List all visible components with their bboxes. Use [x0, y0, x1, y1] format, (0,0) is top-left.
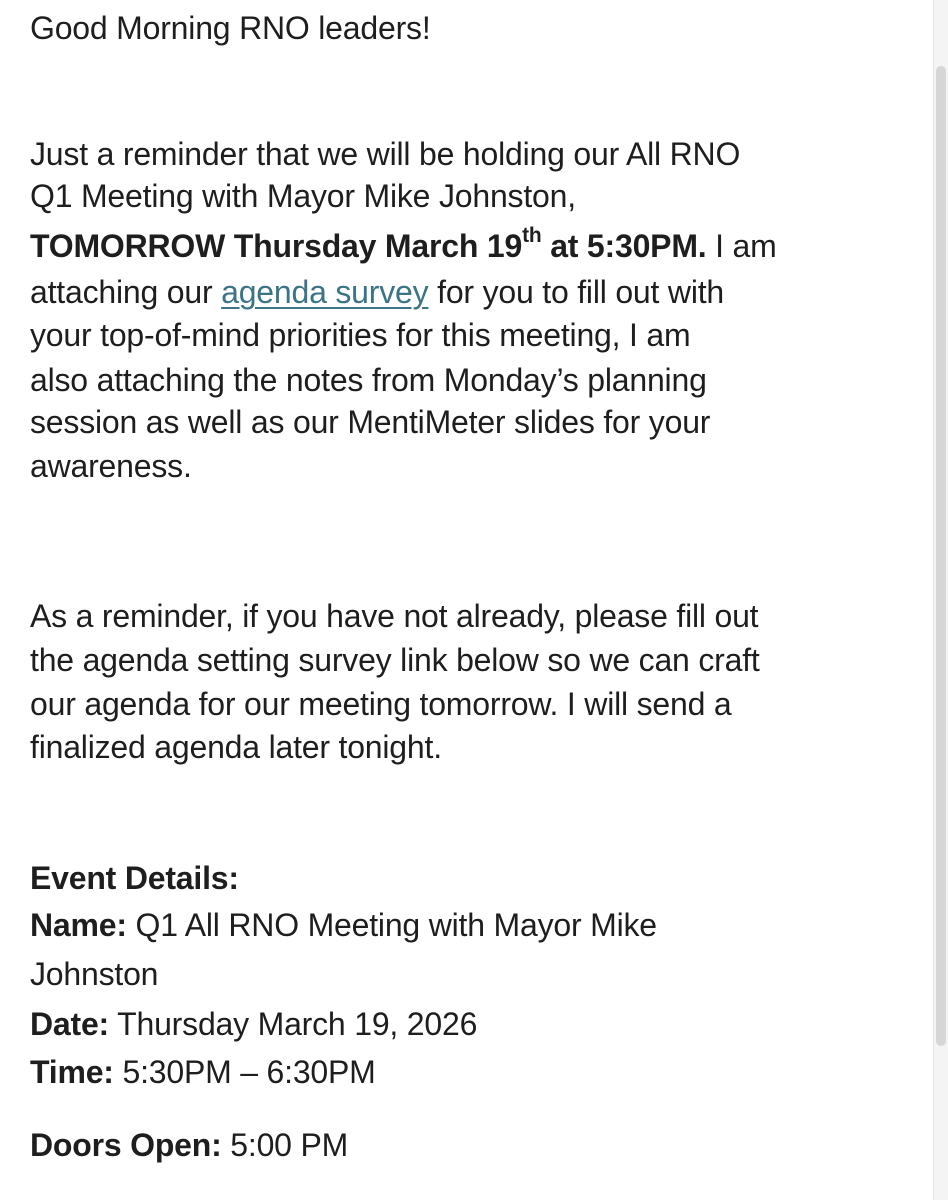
- agenda-survey-link[interactable]: agenda survey: [221, 274, 429, 310]
- paragraph-2-line-4: finalized agenda later tonight.: [30, 729, 442, 765]
- scrollbar-thumb[interactable]: [936, 66, 946, 1046]
- paragraph-2-line-2: the agenda setting survey link below so we can craft: [30, 642, 760, 678]
- paragraph-1-line-8: awareness.: [30, 448, 192, 484]
- vertical-scrollbar[interactable]: [933, 0, 948, 1200]
- paragraph-1-line-3: TOMORROW Thursday March 19th at 5:30PM. I am: [30, 224, 777, 264]
- paragraph-1-line-2: Q1 Meeting with Mayor Mike Johnston,: [30, 178, 576, 214]
- paragraph-2-line-3: our agenda for our meeting tomorrow. I will send a: [30, 686, 732, 722]
- paragraph-1-line-6: also attaching the notes from Monday’s planning: [30, 362, 707, 398]
- event-doors-open: Doors Open: 5:00 PM: [30, 1127, 349, 1163]
- paragraph-1-line-1: Just a reminder that we will be holding our All RNO: [30, 136, 741, 172]
- event-name-line-1: Name: Q1 All RNO Meeting with Mayor Mike: [30, 907, 657, 943]
- meeting-date-emphasis: TOMORROW Thursday March 19th at 5:30PM.: [30, 224, 707, 264]
- email-body: [30, 0, 910, 1200]
- greeting: Good Morning RNO leaders!: [30, 10, 431, 46]
- paragraph-1-line-5: your top-of-mind priorities for this meeting, I am: [30, 317, 691, 353]
- paragraph-1-line-7: session as well as our MentiMeter slides for your: [30, 404, 711, 440]
- event-name-line-2: Johnston: [30, 956, 159, 992]
- paragraph-2-line-1: As a reminder, if you have not already, please fill out: [30, 598, 759, 634]
- event-date: Date: Thursday March 19, 2026: [30, 1006, 478, 1042]
- event-details-heading: Event Details:: [30, 860, 239, 896]
- paragraph-1-line-4: attaching our agenda survey for you to fill out with: [30, 274, 725, 310]
- event-time: Time: 5:30PM – 6:30PM: [30, 1054, 376, 1090]
